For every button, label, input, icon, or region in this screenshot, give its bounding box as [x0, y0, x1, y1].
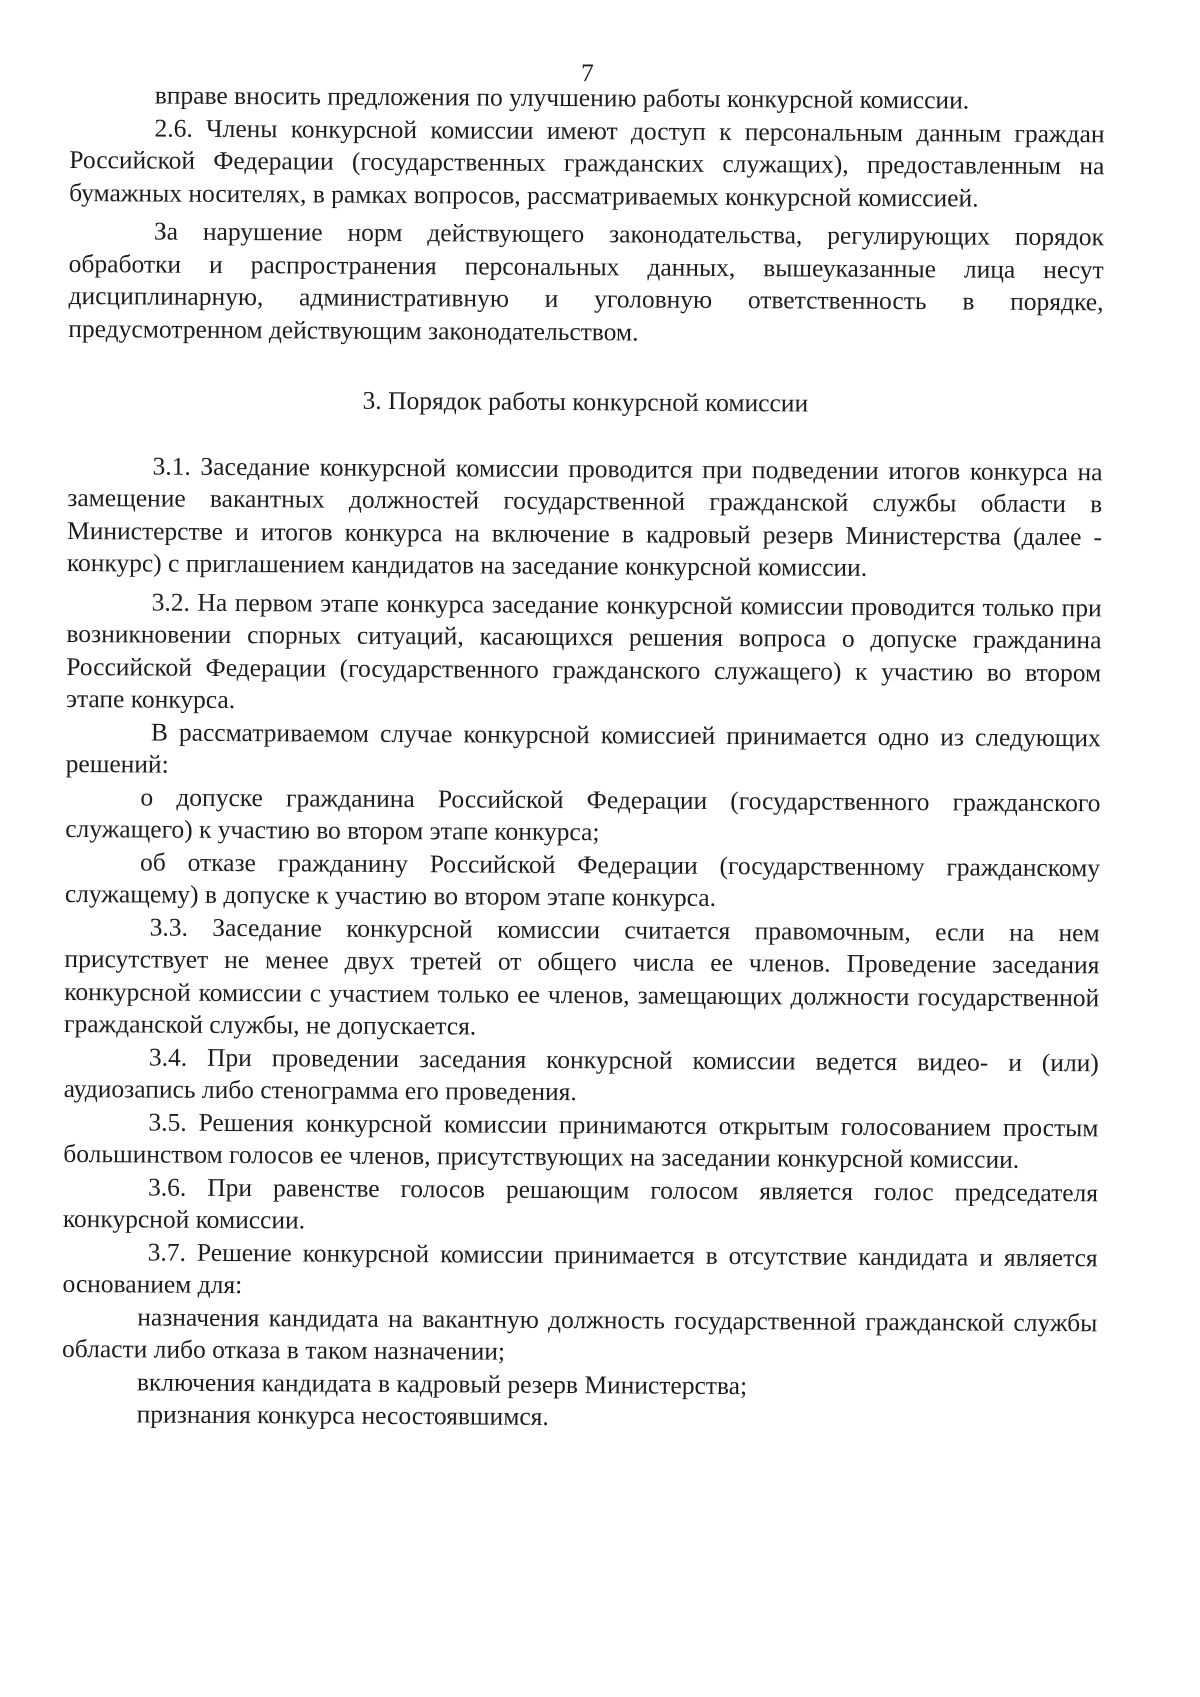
paragraph-continuation: вправе вносить предложения по улучшению работы конкурсной комиссии. — [154, 80, 970, 115]
paragraph-3-2: 3.2. На первом этапе конкурса заседание конкурсной комиссии проводится только при возникновении спорных ситуаций, касающихся решения вопроса о допуске гражданина Российской Федерации (государственного гражданского служащего) к участию во втором этапе конкурса. — [65, 587, 1102, 715]
list-item-refusal: об отказе гражданину Российской Федерации (государственному гражданскому служащему) в допуске к участию во втором этапе конкурса. — [64, 846, 1101, 912]
paragraph-liability: За нарушение норм действующего законодательства, регулирующих порядок обработки и распространения персональных данных, вышеуказанные лица несут дисциплинарную, административную и уголовную ответственность в порядке, предусмотренном действующим законодательством. — [68, 216, 1104, 346]
paragraph-3-2-decisions: В рассматриваемом случае конкурсной комиссией принимается одно из следующих решений: — [65, 717, 1101, 779]
paragraph-2-6: 2.6. Члены конкурсной комиссии имеют доступ к персональным данным граждан Российской Федерации (государственных гражданских служащих), предоставленным на бумажных носителях, в рамках вопросов, рассматриваемых конкурсной комиссией. — [69, 113, 1105, 213]
list-item-admission: о допуске гражданина Российской Федерации (государственного гражданского служащего) к участию во втором этапе конкурса; — [65, 781, 1101, 847]
document-page — [62, 55, 1105, 1437]
list-item-failed-contest: признания конкурса несостоявшимся. — [136, 1399, 549, 1431]
paragraph-3-5: 3.5. Решения конкурсной комиссии принимаются открытым голосованием простым большинством голосов ее членов, присутствующих на заседании конкурсной комиссии. — [63, 1106, 1099, 1174]
list-item-reserve: включения кандидата в кадровый резерв Министерства; — [136, 1366, 748, 1400]
paragraph-3-6: 3.6. При равенстве голосов решающим голосом является голос председателя конкурсной комиссии. — [62, 1171, 1099, 1235]
paragraph-3-4: 3.4. При проведении заседания конкурсной комиссии ведется видео- и (или) аудиозапись либо стенограмма его проведения. — [63, 1042, 1099, 1107]
paragraph-3-1: 3.1. Заседание конкурсной комиссии проводится при подведении итогов конкурса на замещение вакантных должностей государственной гражданской службы области в Министерстве и итогов конкурса на включение в кадровый резерв Министерства (далее - конкурс) с приглашением кандидатов на заседание конкурсной комиссии. — [66, 451, 1103, 582]
paragraph-3-3: 3.3. Заседание конкурсной комиссии считается правомочным, если на нем присутствует не менее двух третей от общего числа ее членов. Проведение заседания конкурсной комиссии с участием только ее членов, замещающих должности государственной гражданской службы, не допускается. — [63, 912, 1100, 1041]
page-number: 7 — [580, 58, 594, 88]
list-item-appointment: назначения кандидата на вакантную должность государственной гражданской службы области либо отказа в таком назначении; — [62, 1301, 1098, 1366]
section-3-heading: 3. Порядок работы конкурсной комиссии — [362, 385, 809, 418]
paragraph-3-7: 3.7. Решение конкурсной комиссии принимается в отсутствие кандидата и является основанием для: — [62, 1236, 1098, 1300]
